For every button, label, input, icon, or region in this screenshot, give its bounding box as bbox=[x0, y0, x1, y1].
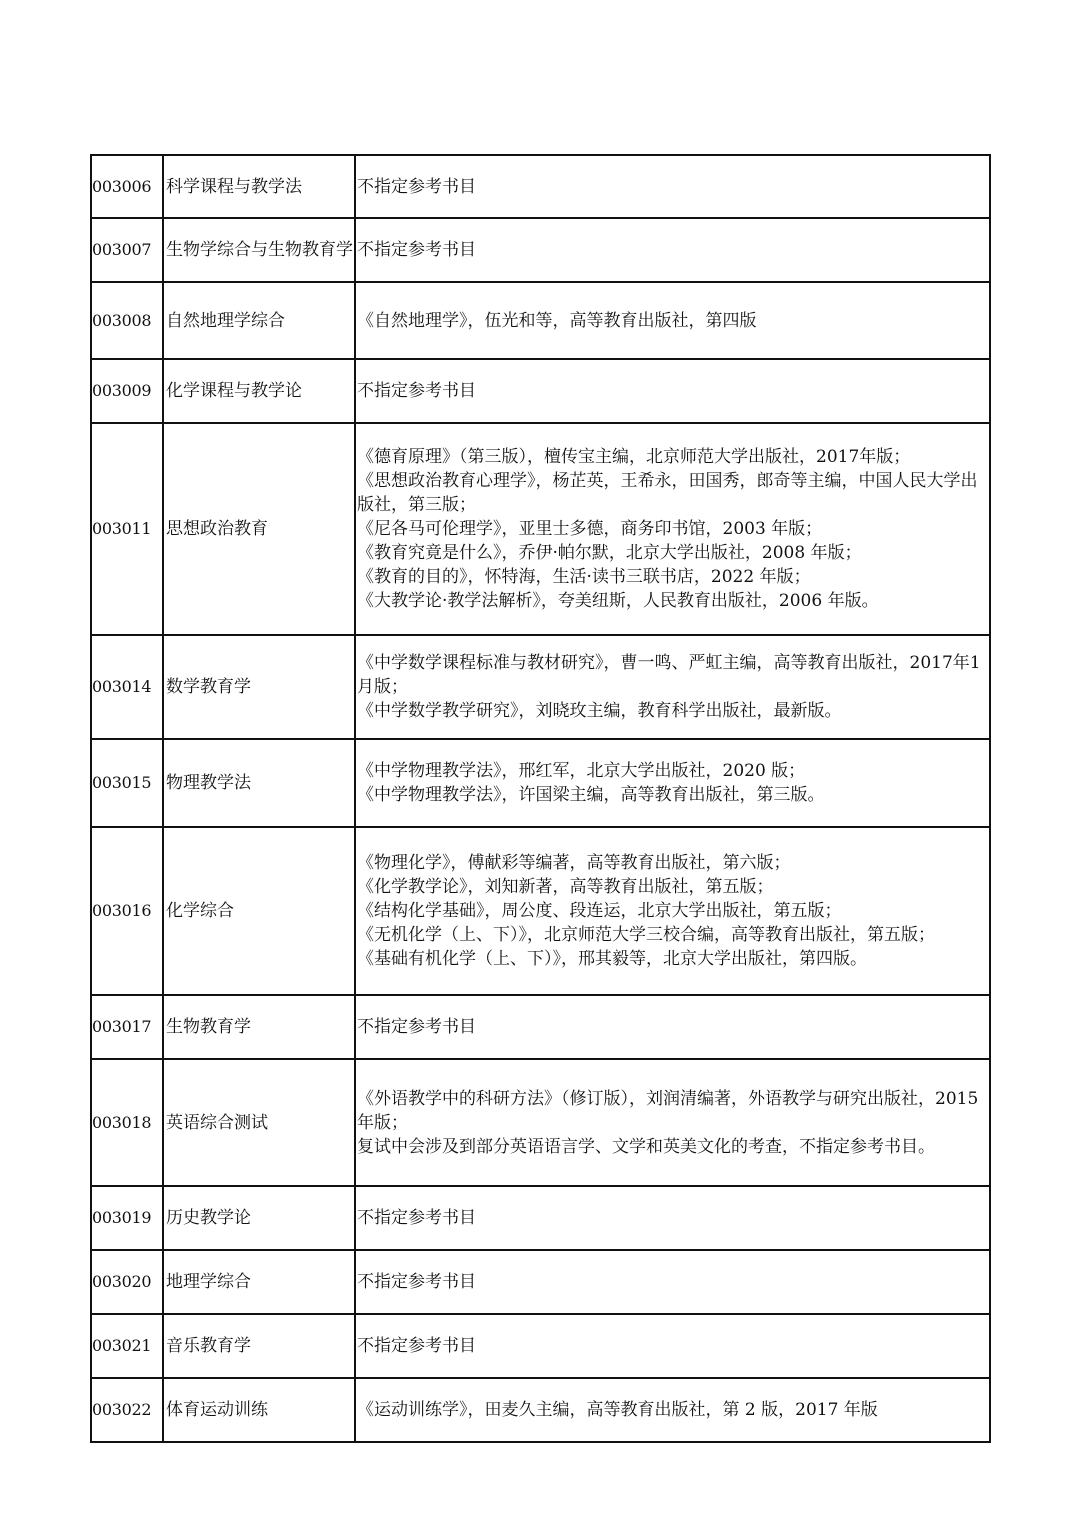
reference-book-line: 《中学物理教学法》，邢红军，北京大学出版社，2020 版； bbox=[357, 761, 806, 781]
course-code-cell: 003015 bbox=[91, 739, 163, 827]
table-body bbox=[91, 155, 990, 1442]
course-code-cell: 003020 bbox=[91, 1250, 163, 1314]
subject-cell: 自然地理学综合 bbox=[163, 282, 355, 359]
reference-books-cell bbox=[355, 1378, 990, 1442]
subject-cell: 化学综合 bbox=[163, 827, 355, 995]
course-code-cell: 003007 bbox=[91, 218, 163, 282]
reference-book-line: 《物理化学》，傅献彩等编著，高等教育出版社，第六版； bbox=[357, 853, 791, 873]
reference-book-line: 《思想政治教育心理学》，杨芷英，王希永，田国秀，郎奇等主编，中国人民大学出版社，第三版； bbox=[357, 471, 978, 515]
course-code-cell: 003008 bbox=[91, 282, 163, 359]
subject-cell: 历史教学论 bbox=[163, 1186, 355, 1250]
subject-cell: 英语综合测试 bbox=[163, 1059, 355, 1186]
table-row bbox=[91, 1378, 990, 1442]
reference-book-line: 复试中会涉及到部分英语语言学、文学和英美文化的考查，不指定参考书目。 bbox=[357, 1136, 935, 1157]
reference-book-line: 《基础有机化学（上、下）》，邢其毅等，北京大学出版社，第四版。 bbox=[357, 949, 867, 969]
course-code-cell: 003019 bbox=[91, 1186, 163, 1250]
subject-cell: 化学课程与教学论 bbox=[163, 359, 355, 423]
subject-cell: 思想政治教育 bbox=[163, 423, 355, 635]
reference-book-line: 《教育的目的》，怀特海，生活·读书三联书店，2022 年版； bbox=[357, 567, 811, 587]
reference-book-line: 《运动训练学》，田麦久主编，高等教育出版社，第 2 版，2017 年版 bbox=[357, 1400, 878, 1420]
table-row bbox=[91, 218, 990, 282]
table-row bbox=[91, 1059, 990, 1186]
reference-books-cell bbox=[355, 218, 990, 282]
table-row bbox=[91, 995, 990, 1059]
reference-books-cell bbox=[355, 155, 990, 218]
course-code-cell: 003009 bbox=[91, 359, 163, 423]
reference-books-cell bbox=[355, 1186, 990, 1250]
reference-books-cell bbox=[355, 739, 990, 827]
reference-book-line: 《尼各马可伦理学》，亚里士多德，商务印书馆，2003 年版； bbox=[357, 519, 823, 539]
reference-book-line: 不指定参考书目 bbox=[357, 176, 476, 197]
reference-books-cell bbox=[355, 1059, 990, 1186]
table-row bbox=[91, 155, 990, 218]
reference-book-line: 《外语教学中的科研方法》（修订版），刘润清编著，外语教学与研究出版社，2015 年版； bbox=[357, 1088, 984, 1133]
course-code-cell: 003017 bbox=[91, 995, 163, 1059]
subject-cell: 科学课程与教学法 bbox=[163, 155, 355, 218]
reference-books-cell bbox=[355, 1314, 990, 1378]
reference-book-line: 不指定参考书目 bbox=[357, 381, 476, 401]
table-row bbox=[91, 282, 990, 359]
reference-book-line: 不指定参考书目 bbox=[357, 1272, 476, 1292]
table-row bbox=[91, 1314, 990, 1378]
reference-book-line: 不指定参考书目 bbox=[357, 240, 476, 260]
subject-cell: 生物学综合与生物教育学 bbox=[163, 218, 355, 282]
reference-book-line: 《大教学论·教学法解析》，夸美纽斯，人民教育出版社，2006 年版。 bbox=[357, 591, 879, 611]
reference-book-line: 《教育究竟是什么》，乔伊·帕尔默，北京大学出版社，2008 年版； bbox=[357, 543, 862, 563]
reference-book-line: 《中学数学教学研究》，刘晓玫主编，教育科学出版社，最新版。 bbox=[357, 701, 842, 721]
subject-cell: 生物教育学 bbox=[163, 995, 355, 1059]
reference-book-line: 《德育原理》（第三版），檀传宝主编，北京师范大学出版社，2017年版； bbox=[357, 447, 911, 467]
reference-book-line: 《中学物理教学法》，许国梁主编，高等教育出版社，第三版。 bbox=[357, 785, 825, 805]
subject-cell: 数学教育学 bbox=[163, 635, 355, 739]
reference-books-cell bbox=[355, 635, 990, 739]
reference-book-line: 不指定参考书目 bbox=[357, 1336, 476, 1356]
table-row bbox=[91, 739, 990, 827]
table-row bbox=[91, 423, 990, 635]
subject-cell: 物理教学法 bbox=[163, 739, 355, 827]
reference-books-table bbox=[90, 154, 991, 1443]
table-row bbox=[91, 827, 990, 995]
reference-book-line: 不指定参考书目 bbox=[357, 1208, 476, 1228]
table-row bbox=[91, 1186, 990, 1250]
reference-books-cell bbox=[355, 1250, 990, 1314]
table-row bbox=[91, 635, 990, 739]
reference-books-cell bbox=[355, 827, 990, 995]
reference-book-line: 《结构化学基础》，周公度、段连运，北京大学出版社，第五版； bbox=[357, 901, 842, 921]
course-code-cell: 003018 bbox=[91, 1059, 163, 1186]
course-code-cell: 003006 bbox=[91, 155, 163, 218]
subject-cell: 地理学综合 bbox=[163, 1250, 355, 1314]
reference-books-cell bbox=[355, 423, 990, 635]
course-code-cell: 003022 bbox=[91, 1378, 163, 1442]
subject-cell: 体育运动训练 bbox=[163, 1378, 355, 1442]
reference-book-line: 不指定参考书目 bbox=[357, 1017, 476, 1037]
course-code-cell: 003021 bbox=[91, 1314, 163, 1378]
subject-cell: 音乐教育学 bbox=[163, 1314, 355, 1378]
course-code-cell: 003011 bbox=[91, 423, 163, 635]
reference-books-cell bbox=[355, 282, 990, 359]
reference-books-cell bbox=[355, 995, 990, 1059]
table-row bbox=[91, 1250, 990, 1314]
reference-book-line: 《无机化学（上、下）》，北京师范大学三校合编，高等教育出版社，第五版； bbox=[357, 925, 935, 945]
course-code-cell: 003016 bbox=[91, 827, 163, 995]
reference-book-line: 《化学教学论》，刘知新著，高等教育出版社，第五版； bbox=[357, 877, 774, 897]
course-code-cell: 003014 bbox=[91, 635, 163, 739]
reference-book-line: 《自然地理学》，伍光和等，高等教育出版社，第四版 bbox=[357, 310, 757, 331]
reference-book-line: 《中学数学课程标准与教材研究》，曹一鸣、严虹主编，高等教育出版社，2017年1月版； bbox=[357, 653, 981, 697]
table-row bbox=[91, 359, 990, 423]
reference-books-cell bbox=[355, 359, 990, 423]
